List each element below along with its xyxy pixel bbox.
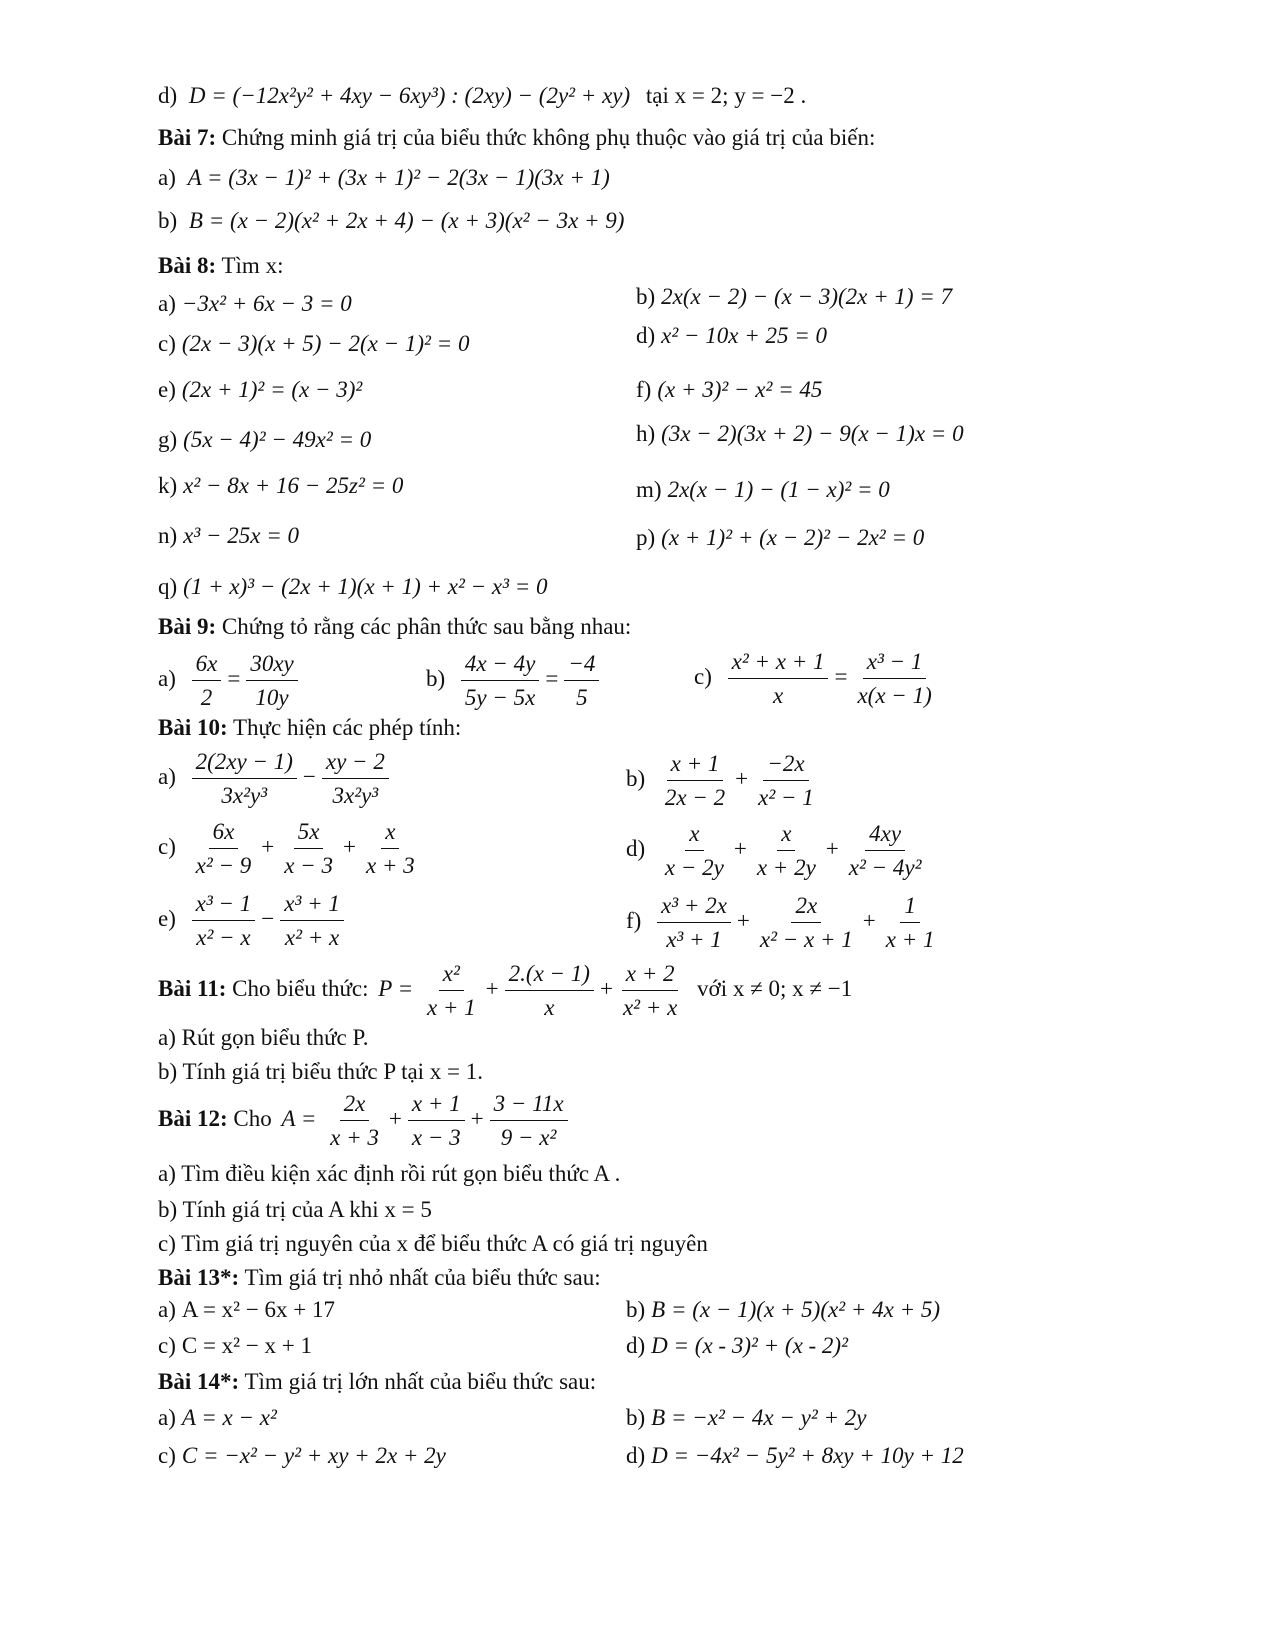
fraction: $\frac{\text{x²}}{x + 1}$ bbox=[426, 961, 476, 1020]
exercise-8-item-c: c) (2x − 3)(x + 5) − 2(x − 1)² = 0 bbox=[158, 331, 470, 356]
exercise-14-heading: Bài 14*: Tìm giá trị lớn nhất của biểu thức sau: bbox=[158, 1369, 597, 1394]
exercise-14-item-c: c) C = −x² − y² + xy + 2x + 2y bbox=[158, 1443, 446, 1468]
exercise-8-item-g: g) (5x − 4)² − 49x² = 0 bbox=[158, 427, 372, 452]
exercise-14-item-b: b) B = −x² − 4x − y² + 2y bbox=[626, 1405, 867, 1430]
fraction: $\frac{2x}{x + 3}$ bbox=[330, 1091, 379, 1150]
exercise-11-heading: Bài 11: Cho biểu thức: P = $\frac{\text{x²}}{x + 1}$ + $\frac{2.(x - 1)}{x}$ + $\frac{x + 2}{\text{x² + x}}$ với x ≠ 0; x ≠ −1 bbox=[158, 961, 853, 1020]
exercise-8-item-k: k) x² − 8x + 16 − 25z² = 0 bbox=[158, 473, 404, 498]
fraction: $\frac{\text{x² + x + 1}}{x}$ bbox=[728, 648, 829, 709]
exercise-13-item-a: a) A = x² − 6x + 17 bbox=[158, 1297, 336, 1322]
exercise-11-item-a: a) Rút gọn biểu thức P. bbox=[158, 1025, 369, 1050]
fraction: $\frac{x + 2}{\text{x² + x}}$ bbox=[622, 961, 678, 1020]
exercise-9-item-a: a) $\frac{6x}{2}$ = $\frac{30xy}{10y}$ bbox=[158, 650, 302, 711]
fraction: $\frac{-4}{5}$ bbox=[564, 650, 599, 711]
exercise-9-item-c: c) $\frac{\text{x² + x + 1}}{x}$ = $\frac{\text{x³ − 1}}{x(x - 1)}$ bbox=[694, 648, 940, 709]
fraction: $\frac{-2x}{\text{x² − 1}}$ bbox=[758, 751, 814, 810]
exercise-7-item-a: a) A = (3x − 1)² + (3x + 1)² − 2(3x − 1)(3x + 1) bbox=[158, 165, 610, 190]
fraction: $\frac{4xy}{\text{x² − 4y²}}$ bbox=[848, 821, 922, 880]
exercise-8-item-p: p) (x + 1)² + (x − 2)² − 2x² = 0 bbox=[636, 525, 925, 550]
fraction: $\frac{2x}{\text{x² − x + 1}}$ bbox=[759, 893, 853, 952]
fraction: $\frac{\text{x³ + 1}}{\text{x² + x}}$ bbox=[280, 890, 344, 951]
exercise-10-item-f: f) $\frac{\text{x³ + 2x}}{\text{x³ + 1}}$ + $\frac{2x}{\text{x² − x + 1}}$ + $\frac{1}{x + 1}$ bbox=[626, 892, 942, 953]
exercise-13-heading: Bài 13*: Tìm giá trị nhỏ nhất của biểu thức sau: bbox=[158, 1265, 601, 1290]
fraction: $\frac{xy - 2}{\text{3x²y³}}$ bbox=[322, 748, 389, 809]
exercise-8-item-m: m) 2x(x − 1) − (1 − x)² = 0 bbox=[636, 477, 890, 502]
exercise-12-item-b: b) Tính giá trị của A khi x = 5 bbox=[158, 1197, 432, 1222]
exercise-14-item-a: a) A = x − x² bbox=[158, 1405, 277, 1430]
exercise-10-item-e: e) $\frac{\text{x³ − 1}}{\text{x² − x}}$ − $\frac{\text{x³ + 1}}{\text{x² + x}}$ bbox=[158, 890, 348, 951]
fraction: $\frac{1}{x + 1}$ bbox=[885, 893, 935, 952]
exercise-6-item-d: d) D = (−12x²y² + 4xy − 6xy³) : (2xy) − (2y² + xy) tại x = 2; y = −2 . bbox=[158, 83, 807, 108]
fraction: $\frac{6x}{\text{x² − 9}}$ bbox=[195, 819, 252, 878]
exercise-13-item-c: c) C = x² − x + 1 bbox=[158, 1333, 313, 1358]
exercise-10-item-a: a) $\frac{2(2xy - 1)}{\text{3x²y³}}$ − $\frac{xy - 2}{\text{3x²y³}}$ bbox=[158, 748, 393, 809]
exercise-11-item-b: b) Tính giá trị biểu thức P tại x = 1. bbox=[158, 1059, 484, 1084]
exercise-8-item-a: a) −3x² + 6x − 3 = 0 bbox=[158, 291, 352, 316]
exercise-8-item-e: e) (2x + 1)² = (x − 3)² bbox=[158, 377, 363, 402]
fraction: $\frac{x + 1}{x - 3}$ bbox=[408, 1090, 465, 1151]
exercise-12-item-c: c) Tìm giá trị nguyên của x để biểu thức A có giá trị nguyên bbox=[158, 1231, 708, 1256]
exercise-10-item-d: d) $\frac{x}{x - 2y}$ + $\frac{x}{x + 2y}$ + $\frac{4xy}{\text{x² − 4y²}}$ bbox=[626, 820, 930, 881]
fraction: $\frac{x}{x - 2y}$ bbox=[664, 821, 724, 880]
exercise-8-heading: Bài 8: Tìm x: bbox=[158, 253, 284, 278]
fraction: $\frac{\text{x³ − 1}}{\text{x² − x}}$ bbox=[192, 890, 256, 951]
fraction: $\frac{\text{x³ − 1}}{x(x - 1)}$ bbox=[857, 649, 932, 708]
fraction: $\frac{4x - 4y}{5y - 5x}$ bbox=[461, 650, 539, 711]
fraction: $\frac{\text{x³ + 2x}}{\text{x³ + 1}}$ bbox=[657, 892, 731, 953]
exercise-12-item-a: a) Tìm điều kiện xác định rồi rút gọn biểu thức A . bbox=[158, 1161, 621, 1186]
exercise-9-heading: Bài 9: Chứng tỏ rằng các phân thức sau bằng nhau: bbox=[158, 614, 632, 639]
fraction: $\frac{2(2xy - 1)}{\text{3x²y³}}$ bbox=[192, 748, 297, 809]
fraction: $\frac{5x}{x - 3}$ bbox=[284, 819, 333, 878]
exercise-13-item-d: d) D = (x - 3)² + (x - 2)² bbox=[626, 1333, 848, 1358]
exercise-8-item-d: d) x² − 10x + 25 = 0 bbox=[636, 323, 828, 348]
fraction: $\frac{x}{x + 3}$ bbox=[365, 819, 415, 878]
exercise-8-item-b: b) 2x(x − 2) − (x − 3)(2x + 1) = 7 bbox=[636, 284, 953, 309]
fraction: $\frac{x + 1}{2x - 2}$ bbox=[664, 751, 726, 810]
exercise-10-item-b: b) $\frac{x + 1}{2x - 2}$ + $\frac{-2x}{\text{x² − 1}}$ bbox=[626, 750, 822, 811]
exercise-14-item-d: d) D = −4x² − 5y² + 8xy + 10y + 12 bbox=[626, 1443, 964, 1468]
exercise-8-item-f: f) (x + 3)² − x² = 45 bbox=[636, 377, 823, 402]
exercise-9-item-b: b) $\frac{4x - 4y}{5y - 5x}$ = $\frac{-4}{5}$ bbox=[426, 650, 603, 711]
fraction: $\frac{3 - 11x}{\text{9 − x²}}$ bbox=[490, 1090, 568, 1151]
fraction: $\frac{x}{x + 2y}$ bbox=[756, 821, 816, 880]
exercise-7-item-b: b) B = (x − 2)(x² + 2x + 4) − (x + 3)(x² − 3x + 9) bbox=[158, 208, 625, 233]
fraction: $\frac{2.(x - 1)}{x}$ bbox=[505, 960, 594, 1021]
exercise-8-item-q: q) (1 + x)³ − (2x + 1)(x + 1) + x² − x³ = 0 bbox=[158, 574, 548, 599]
exercise-7-heading: Bài 7: Chứng minh giá trị của biểu thức không phụ thuộc vào giá trị của biến: bbox=[158, 125, 876, 150]
exercise-10-heading: Bài 10: Thực hiện các phép tính: bbox=[158, 715, 462, 740]
exercise-8-item-h: h) (3x − 2)(3x + 2) − 9(x − 1)x = 0 bbox=[636, 421, 964, 446]
fraction: $\frac{30xy}{10y}$ bbox=[246, 650, 297, 711]
exercise-13-item-b: b) B = (x − 1)(x + 5)(x² + 4x + 5) bbox=[626, 1297, 941, 1322]
exercise-10-item-c: c) $\frac{6x}{\text{x² − 9}}$ + $\frac{5x}{x - 3}$ + $\frac{x}{x + 3}$ bbox=[158, 818, 423, 879]
exercise-12-heading: Bài 12: Cho A = $\frac{2x}{x + 3}$ + $\frac{x + 1}{x - 3}$ + $\frac{3 - 11x}{\text{9 − x²}}$ bbox=[158, 1090, 572, 1151]
fraction: $\frac{6x}{2}$ bbox=[192, 650, 222, 711]
exercise-8-item-n: n) x³ − 25x = 0 bbox=[158, 523, 300, 548]
